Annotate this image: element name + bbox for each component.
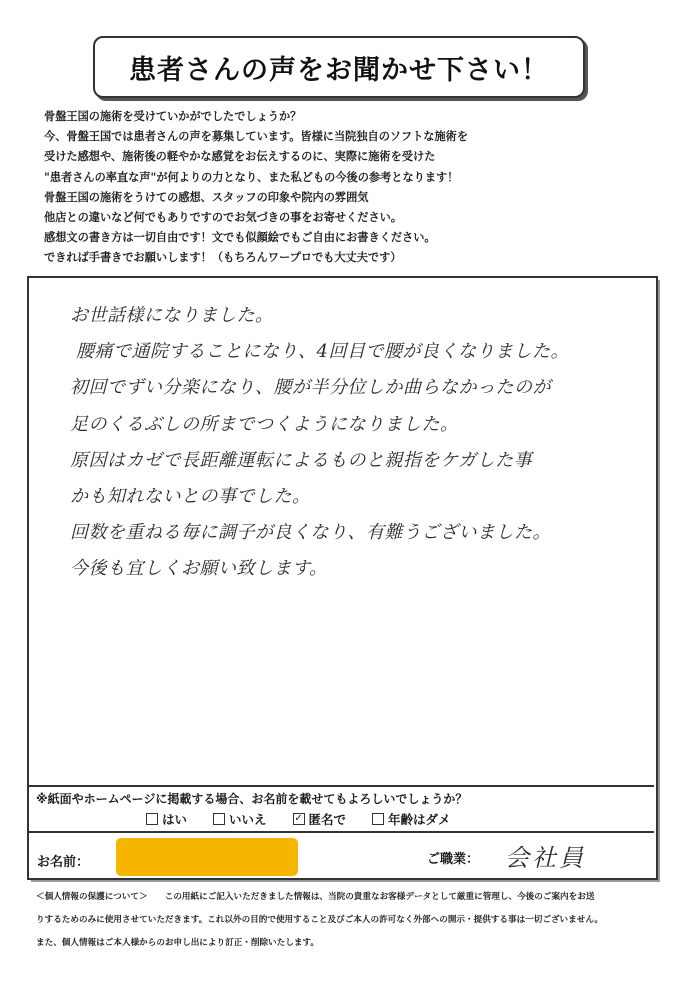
occupation-label: ご職業： [427, 852, 480, 867]
checkbox-no[interactable] [213, 813, 225, 825]
intro-line: 今、骨盤王国では患者さんの声を募集しています。皆様に当院独自のソフトな施術を [44, 130, 469, 144]
intro-line: 骨盤王国の施術を受けていかがでしたでしょうか？ [44, 110, 302, 123]
handwritten-line: 足のくるぶしの所までつくようになりました。 [70, 413, 459, 435]
name-redaction [116, 838, 298, 876]
checkbox-yes[interactable] [146, 813, 158, 825]
checkbox-anonymous[interactable]: ✓ [294, 813, 303, 824]
option-no[interactable] [213, 810, 267, 828]
handwritten-line: 腰痛で通院することになり、4回目で腰が良くなりました。 [76, 341, 569, 363]
name-label: お名前： [37, 855, 90, 870]
intro-line: 感想文の書き方は一切自由です！文でも似顔絵でもご自由にお書きください。 [44, 231, 436, 245]
occupation-value: 会社員 [505, 844, 586, 872]
option-label: 年齢はダメ [388, 812, 451, 827]
option-label: 匿名で [308, 812, 347, 827]
option-no-age[interactable] [372, 810, 451, 828]
handwritten-line: かも知れないとの事でした。 [70, 485, 311, 507]
privacy-line: ＜個人情報の保護について＞ この用紙にご記入いただきました情報は、当院の貴重なお客様データとして厳重に管理し、今後のご案内をお送 [36, 892, 595, 902]
option-anonymous[interactable] [293, 810, 347, 828]
option-label: いいえ [229, 812, 267, 827]
consent-options [146, 810, 626, 828]
page-title: 患者さんの声をお聞かせ下さい！ [129, 54, 549, 86]
intro-line: "患者さんの率直な声"が何よりの力となり、また私どもの今後の参考となります！ [44, 170, 459, 184]
intro-line: 他店との違いなど何でもありですのでお気づきの事をお寄せください。 [44, 211, 403, 225]
handwritten-line: お世話様になりました。 [70, 305, 274, 326]
handwritten-line: 原因はカゼで長距離運転によるものと親指をケガした事 [70, 449, 533, 471]
intro-line: 受けた感想や、施術後の軽やかな感覚をお伝えするのに、実際に施術を受けた [44, 150, 436, 164]
option-yes[interactable] [146, 810, 187, 828]
intro-line: できれば手書きでお願いします！（もちろんワープロでも大丈夫です） [44, 251, 402, 265]
title-banner [93, 36, 585, 98]
handwritten-line: 今後も宜しくお願い致します。 [70, 558, 328, 580]
consent-divider [27, 785, 654, 787]
checkbox-no-age[interactable] [372, 813, 384, 825]
handwritten-line: 回数を重ねる毎に調子が良くなり、有難うございました。 [70, 522, 551, 544]
handwritten-line: 初回でずい分楽になり、腰が半分位しか曲らなかったのが [70, 377, 551, 399]
name-divider [27, 831, 654, 833]
option-label: はい [162, 812, 188, 827]
intro-line: 骨盤王国の施術をうけての感想、スタッフの印象や院内の雰囲気 [44, 190, 369, 204]
intro-text [44, 107, 664, 269]
consent-question: ※紙面やホームページに掲載する場合、お名前を載せてもよろしいでしょうか？ [36, 792, 468, 806]
handwritten-comment [70, 298, 630, 588]
privacy-notice [36, 886, 676, 955]
privacy-line: また、個人情報はご本人様からのお申し出により訂正・削除いたします。 [36, 938, 319, 948]
privacy-line: りするためのみに使用させていただきます。これ以外の目的で使用すること及びご本人の許可なく外部への開示・提供する事は一切ございません。 [36, 915, 604, 925]
